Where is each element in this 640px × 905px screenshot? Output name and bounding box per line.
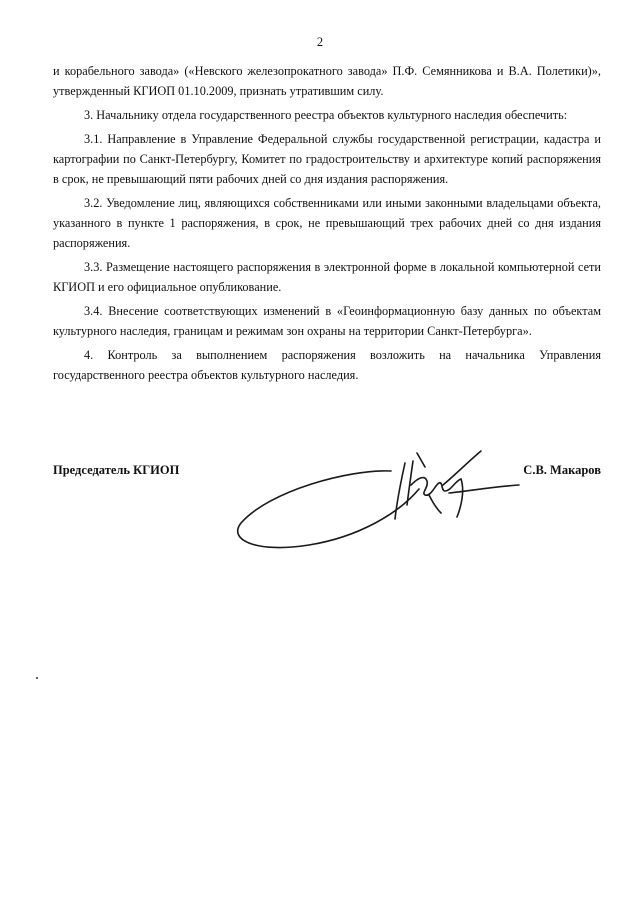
- signatory-title: Председатель КГИОП: [53, 463, 180, 477]
- page-number: 2: [316, 35, 324, 49]
- scan-mark: [36, 677, 38, 679]
- signatory-name: С.В. Макаров: [523, 463, 601, 477]
- paragraph-continuation: и корабельного завода» («Невского железопрокатного завода» П.Ф. Семянникова и В.А. Полетики)», утвержденный КГИОП 01.10.2009, признать утратившим силу.: [53, 64, 601, 98]
- paragraph-item-4: 4. Контроль за выполнением распоряжения возложить на начальника Управления государственного реестра объектов культурного наследия.: [53, 348, 601, 382]
- signature-block: [53, 463, 601, 543]
- paragraph-item-3-3: 3.3. Размещение настоящего распоряжения в электронной форме в локальной компьютерной сети КГИОП и его официальное опубликование.: [53, 260, 601, 294]
- paragraph-item-3-2: 3.2. Уведомление лиц, являющихся собственниками или иными законными владельцами объекта, указанного в пункте 1 распоряжения, в срок, не превышающий трех рабочих дней со дня издания распоряжения.: [53, 196, 601, 250]
- handwritten-signature: [229, 441, 529, 561]
- paragraph-item-3: 3. Начальнику отдела государственного реестра объектов культурного наследия обеспечить:: [84, 108, 568, 122]
- paragraph-item-3-4: 3.4. Внесение соответствующих изменений в «Геоинформационную базу данных по объектам культурного наследия, границам и режимам зон охраны на территории Санкт-Петербурга».: [53, 304, 601, 338]
- document-body: [53, 61, 601, 385]
- paragraph-item-3-1: 3.1. Направление в Управление Федеральной службы государственной регистрации, кадастра и картографии по Санкт-Петербургу, Комитет по градостроительству и архитектуре копий распоряжения в срок, не превышающий пяти рабочих дней со дня издания распоряжения.: [53, 132, 601, 186]
